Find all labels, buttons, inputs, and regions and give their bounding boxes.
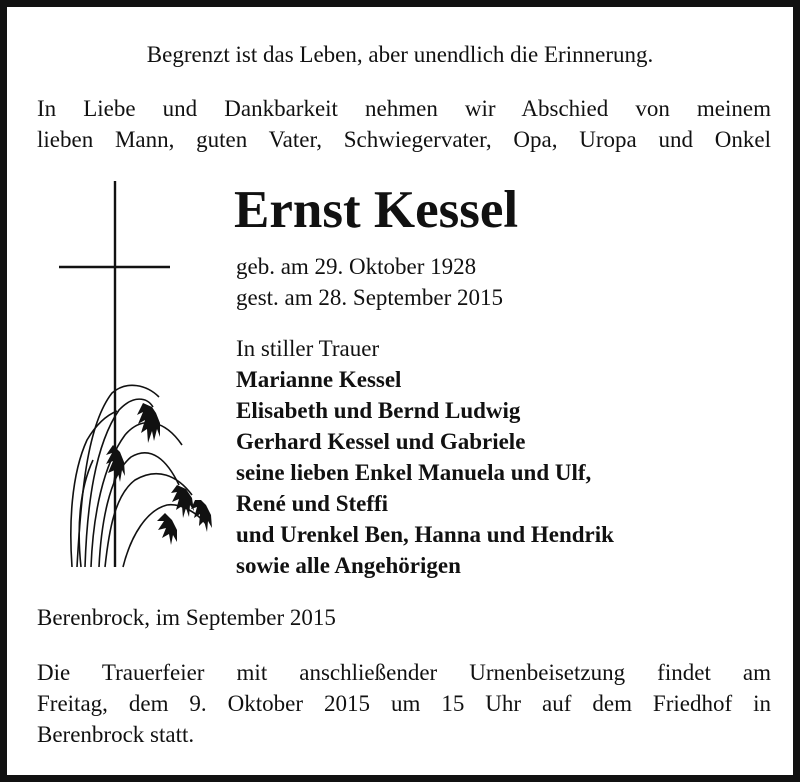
- intro-line-2: lieben Mann, guten Vater, Schwiegervater, Opa, Uropa und Onkel: [37, 127, 771, 152]
- funeral-line-2: Freitag, dem 9. Oktober 2015 um 15 Uhr auf dem Friedhof in: [37, 691, 771, 716]
- mourner-name: René und Steffi: [236, 491, 389, 516]
- funeral-line-1: Die Trauerfeier mit anschließender Urnenbeisetzung findet am: [37, 660, 771, 685]
- mourners-heading: In stiller Trauer: [236, 336, 380, 361]
- funeral-notice: [37, 657, 771, 750]
- place-date: Berenbrock, im September 2015: [37, 605, 336, 630]
- life-dates: [236, 251, 503, 313]
- mourner-name: seine lieben Enkel Manuela und Ulf,: [236, 460, 592, 485]
- intro-text: [37, 93, 771, 155]
- cross-with-grain-icon: [47, 175, 227, 570]
- birth-date: geb. am 29. Oktober 1928: [236, 254, 477, 279]
- mourner-name: Elisabeth und Bernd Ludwig: [236, 398, 521, 423]
- mourner-name: und Urenkel Ben, Hanna und Hendrik: [236, 522, 614, 547]
- mourner-name: Gerhard Kessel und Gabriele: [236, 429, 526, 454]
- deceased-name: Ernst Kessel: [234, 181, 519, 239]
- mourner-name: Marianne Kessel: [236, 367, 402, 392]
- funeral-line-3: Berenbrock statt.: [37, 722, 195, 747]
- intro-line-1: In Liebe und Dankbarkeit nehmen wir Abschied von meinem: [37, 96, 771, 121]
- motto: Begrenzt ist das Leben, aber unendlich die Erinnerung.: [146, 42, 654, 67]
- death-date: gest. am 28. September 2015: [236, 285, 504, 310]
- mourner-name: sowie alle Angehörigen: [236, 553, 461, 578]
- mourners-block: [236, 333, 614, 581]
